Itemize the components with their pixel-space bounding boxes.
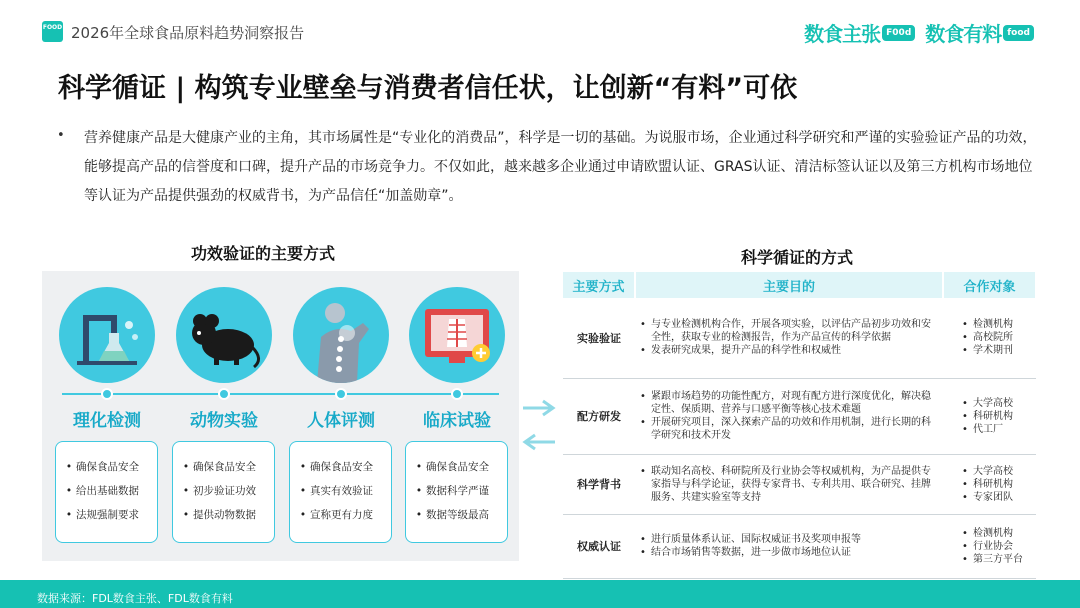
brand-logos (804, 18, 1034, 47)
list-item: • 数据等级最高 (415, 509, 489, 521)
list-item: • 法规强制要求 (65, 509, 139, 521)
method-label-clinical: 临床试验 (423, 411, 491, 431)
list-item: • 开展研究项目，深入探索产品的功效和作用机制，进行长期的科学研究和技术开发 (640, 417, 931, 441)
table-row (563, 514, 1036, 578)
method-label-human: 人体评测 (307, 411, 375, 431)
column-header-partners: 合作对象 (943, 272, 1036, 298)
row-purposes (635, 298, 943, 378)
list-item: • 高校院所 (962, 332, 1013, 344)
row-partners (943, 298, 1036, 378)
human-spine-icon (293, 287, 389, 383)
brand-logo-1 (804, 18, 915, 47)
row-purposes (635, 514, 943, 578)
brand-logo-2 (925, 18, 1034, 47)
list-item: • 确保食品安全 (65, 461, 139, 473)
timeline-dot (101, 388, 113, 400)
xray-monitor-icon (409, 287, 505, 383)
row-purposes (635, 378, 943, 454)
row-partners (943, 378, 1036, 454)
list-item: • 确保食品安全 (415, 461, 489, 473)
list-item: • 学术期刊 (962, 345, 1013, 357)
row-method: 权威认证 (563, 514, 635, 578)
list-item: • 行业协会 (962, 540, 1013, 552)
method-label-physchem: 理化检测 (73, 411, 141, 431)
evidence-methods-table (563, 272, 1037, 579)
timeline-line (62, 393, 499, 395)
list-item: • 初步验证功效 (182, 485, 256, 497)
list-item: • 检测机构 (962, 527, 1013, 539)
row-partners (943, 514, 1036, 578)
list-item: • 紧跟市场趋势的功能性配方，对现有配方进行深度优化，解决稳定性、保质期、营养与口感平衡等核心技术难题 (640, 391, 931, 415)
list-item: • 与专业检测机构合作，开展各项实验，以评估产品初步功效和安全性，获取专业的检测报告，作为产品宣传的科学依据 (640, 319, 931, 344)
method-card-physchem (55, 441, 158, 543)
intro-paragraph: 营养健康产品是大健康产业的主角，其市场属性是“专业化的消费品”，科学是一切的基础。为说服市场，企业通过科学研究和严谨的实验验证产品的功效，能够提高产品的信誉度和口碑，提升产品的市场竞争力。不仅如此，越来越多企业通过申请欧盟认证、GRAS认证、清洁标签认证以及第三方机构市场地位等认证为产品提供强劲的权威背书，为产品信任“加盖勋章”。 (84, 130, 1037, 204)
list-item: • 科研机构 (962, 478, 1013, 490)
row-method: 科学背书 (563, 454, 635, 514)
left-section-title: 功效验证的主要方式 (191, 244, 336, 263)
right-section-title: 科学循证的方式 (741, 248, 854, 267)
data-source-note: 数据来源：FDL数食主张、FDL数食有料 (37, 592, 233, 605)
list-item: • 检测机构 (962, 319, 1013, 331)
list-item: • 提供动物数据 (182, 509, 256, 521)
list-item: • 确保食品安全 (299, 461, 373, 473)
exchange-arrows-icon (519, 396, 559, 454)
report-title: 2026年全球食品原料趋势洞察报告 (71, 24, 305, 42)
list-item: • 大学高校 (962, 465, 1013, 477)
timeline-dot (218, 388, 230, 400)
row-purposes (635, 454, 943, 514)
brand-name: 数食主张 (804, 22, 881, 46)
bullet-icon: • (57, 128, 65, 143)
column-header-purpose: 主要目的 (635, 272, 943, 298)
method-card-animal (172, 441, 275, 543)
timeline-dot (451, 388, 463, 400)
page-title: 科学循证 | 构筑专业壁垒与消费者信任状，让创新“有料”可依 (58, 73, 798, 104)
mouse-icon (176, 287, 272, 383)
list-item: • 专家团队 (962, 491, 1013, 503)
row-method: 配方研发 (563, 378, 635, 454)
row-partners (943, 454, 1036, 514)
list-item: • 大学高校 (962, 397, 1013, 409)
list-item: • 给出基础数据 (65, 485, 139, 497)
method-card-human (289, 441, 392, 543)
list-item: • 联动知名高校、科研院所及行业协会等权威机构，为产品提供专家指导与科学论证，获得专家背书、专利共用、联合研究、挂牌服务、共建实验室等支持 (640, 465, 931, 503)
list-item: • 代工厂 (962, 423, 1003, 435)
list-item: • 宣称更有力度 (299, 509, 373, 521)
brand-badge: F00d (882, 25, 915, 41)
table-row (563, 378, 1036, 454)
list-item: • 科研机构 (962, 410, 1013, 422)
brand-name: 数食有料 (925, 22, 1002, 46)
list-item: • 结合市场销售等数据，进一步做市场地位认证 (640, 547, 851, 558)
list-item: • 发表研究成果，提升产品的科学性和权威性 (640, 345, 841, 357)
list-item: • 数据科学严谨 (415, 485, 489, 497)
column-header-method: 主要方式 (563, 272, 635, 298)
table-header-row (563, 272, 1036, 298)
list-item: • 确保食品安全 (182, 461, 256, 473)
table-row (563, 454, 1036, 514)
verification-methods-panel (42, 271, 519, 561)
list-item: • 进行质量体系认证、国际权威证书及奖项申报等 (640, 534, 861, 545)
method-card-clinical (405, 441, 508, 543)
list-item: • 第三方平台 (962, 553, 1023, 565)
table-row (563, 298, 1036, 378)
report-logo: FOOD (42, 21, 63, 42)
timeline-dot (335, 388, 347, 400)
lab-flask-icon (59, 287, 155, 383)
brand-badge: food (1003, 25, 1034, 41)
row-method: 实验验证 (563, 298, 635, 378)
list-item: • 真实有效验证 (299, 485, 373, 497)
method-label-animal: 动物实验 (190, 411, 258, 431)
